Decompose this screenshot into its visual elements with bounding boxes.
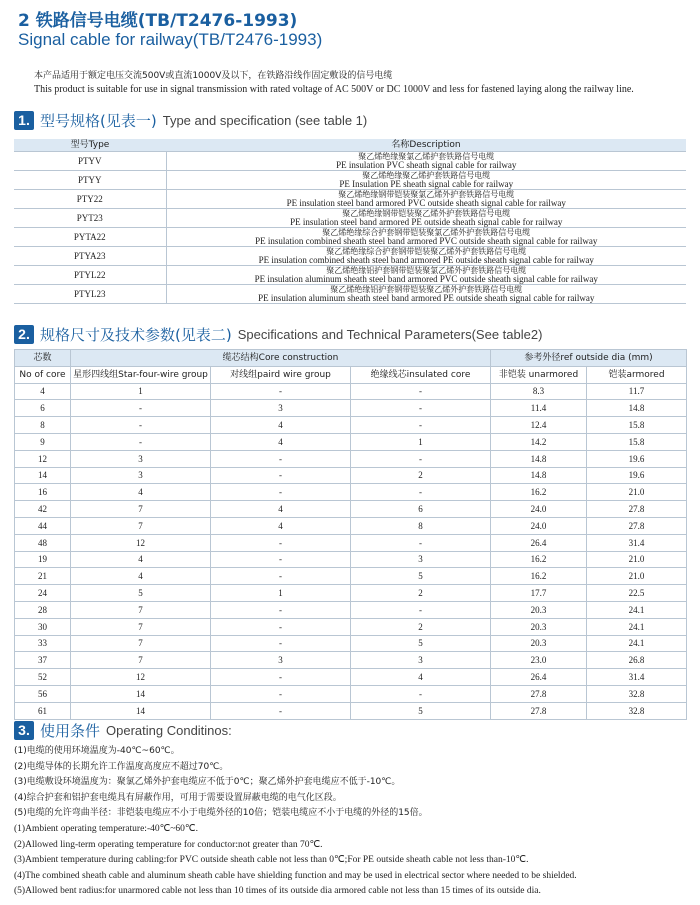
table-row [15, 517, 687, 534]
unarmored-dia-cell: 16.2 [491, 484, 587, 501]
paired-cell: - [211, 484, 351, 501]
page-title-en: Signal cable for railway(TB/T2476-1993) [18, 30, 323, 49]
unarmored-dia-cell: 14.8 [491, 467, 587, 484]
table-row [14, 228, 686, 247]
armored-dia-cell: 31.4 [587, 534, 687, 551]
insulated-cell: 2 [351, 618, 491, 635]
star-four-cell: - [71, 433, 211, 450]
spec-parameters-table [14, 349, 687, 720]
type-cell: PTYL23 [14, 285, 166, 304]
paired-cell: 1 [211, 585, 351, 602]
description-cn: 聚乙烯绝缘铝护套钢带铠装聚乙烯外护套铁路信号电缆 [330, 285, 523, 294]
description-cn: 聚乙烯绝缘聚氯乙烯护套铁路信号电缆 [358, 152, 495, 161]
cores-cell: 56 [15, 685, 71, 702]
operating-conditions-list [14, 744, 577, 900]
section-3-heading [14, 720, 232, 741]
insulated-cell: 5 [351, 635, 491, 652]
paired-cell: 3 [211, 652, 351, 669]
table-row [15, 568, 687, 585]
cores-cell: 24 [15, 585, 71, 602]
section-2-heading [14, 324, 542, 345]
star-four-cell: 7 [71, 601, 211, 618]
table-row [15, 467, 687, 484]
armored-dia-cell: 21.0 [587, 551, 687, 568]
table-row [15, 618, 687, 635]
insulated-cell: 5 [351, 702, 491, 719]
description-cell [166, 152, 686, 171]
armored-dia-cell: 24.1 [587, 601, 687, 618]
cores-cell: 28 [15, 601, 71, 618]
unarmored-dia-cell: 26.4 [491, 669, 587, 686]
condition-item: (4)The combined sheath cable and aluminum sheath cable have shielding function and may be used in electrical sector where needed to be shielded. [14, 870, 577, 881]
paired-cell: - [211, 534, 351, 551]
description-cn: 聚乙烯绝缘综合护套钢带铠装聚乙烯外护套铁路信号电缆 [326, 247, 527, 256]
paired-cell: 3 [211, 400, 351, 417]
unarmored-dia-cell: 27.8 [491, 702, 587, 719]
unarmored-dia-cell: 17.7 [491, 585, 587, 602]
table-row [14, 209, 686, 228]
description-cn: 聚乙烯绝缘综合护套钢带铠装聚氯乙烯外护套铁路信号电缆 [322, 228, 531, 237]
condition-item: (2)电缆导体的长期允许工作温度高度应不超过70℃。 [14, 761, 229, 772]
col-header-construction: 缆芯结构Core construction [71, 350, 491, 367]
type-cell: PTYY [14, 171, 166, 190]
insulated-cell: - [351, 534, 491, 551]
table-row [14, 171, 686, 190]
section-1-title-cn: 型号规格(见表一) [40, 112, 157, 130]
star-four-cell: - [71, 400, 211, 417]
insulated-cell: - [351, 400, 491, 417]
section-1-heading [14, 110, 367, 131]
cores-cell: 8 [15, 417, 71, 434]
table-row [15, 534, 687, 551]
description-cn: 聚乙烯绝缘钢带铠装聚乙烯外护套铁路信号电缆 [342, 209, 511, 218]
table-row [15, 652, 687, 669]
section-2-title-cn: 规格尺寸及技术参数(见表二) [40, 326, 232, 344]
description-en: PE insulation PVC sheath signal cable for railway [336, 160, 517, 170]
star-four-cell: 14 [71, 685, 211, 702]
type-cell: PTY22 [14, 190, 166, 209]
table-row [15, 433, 687, 450]
star-four-cell: 12 [71, 669, 211, 686]
condition-item: (2)Allowed ling-term operating temperature for conductor:not greater than 70℃. [14, 839, 323, 850]
paired-cell: - [211, 702, 351, 719]
intro-text-cn: 本产品适用于额定电压交流500V或直流1000V及以下，在铁路沿线作固定敷设的信号电缆 [34, 71, 393, 81]
condition-item: (1)Ambient operating temperature:-40℃~60℃. [14, 823, 198, 834]
paired-cell: - [211, 467, 351, 484]
table-row [15, 551, 687, 568]
table-row [14, 266, 686, 285]
table-row [15, 501, 687, 518]
insulated-cell: 4 [351, 669, 491, 686]
star-four-cell: 7 [71, 618, 211, 635]
description-cell [166, 285, 686, 304]
insulated-cell: 3 [351, 652, 491, 669]
cores-cell: 19 [15, 551, 71, 568]
col-header-star-four: 星形四线组Star-four-wire group [71, 366, 211, 383]
star-four-cell: 7 [71, 501, 211, 518]
cores-cell: 4 [15, 383, 71, 400]
armored-dia-cell: 21.0 [587, 484, 687, 501]
armored-dia-cell: 15.8 [587, 417, 687, 434]
unarmored-dia-cell: 20.3 [491, 601, 587, 618]
description-cell [166, 209, 686, 228]
description-cell [166, 266, 686, 285]
unarmored-dia-cell: 16.2 [491, 551, 587, 568]
col-header-cores-cn: 芯数 [15, 350, 71, 367]
description-en: PE insulation combined sheath steel band armored PE outside sheath signal cable for railway [258, 255, 594, 265]
insulated-cell: - [351, 685, 491, 702]
type-cell: PYT23 [14, 209, 166, 228]
armored-dia-cell: 32.8 [587, 685, 687, 702]
cores-cell: 14 [15, 467, 71, 484]
cores-cell: 16 [15, 484, 71, 501]
paired-cell: 4 [211, 417, 351, 434]
section-2-title-en: Specifications and Technical Parameters(See table2) [237, 327, 543, 342]
cores-cell: 21 [15, 568, 71, 585]
cores-cell: 30 [15, 618, 71, 635]
armored-dia-cell: 32.8 [587, 702, 687, 719]
paired-cell: - [211, 450, 351, 467]
section-3-title-cn: 使用条件 [40, 722, 101, 740]
star-four-cell: - [71, 417, 211, 434]
section-3-number: 3. [14, 721, 34, 740]
paired-cell: 4 [211, 501, 351, 518]
table-row [15, 383, 687, 400]
paired-cell: - [211, 618, 351, 635]
cores-cell: 33 [15, 635, 71, 652]
col-header-unarmored: 非铠装 unarmored [491, 366, 587, 383]
star-four-cell: 12 [71, 534, 211, 551]
insulated-cell: 3 [351, 551, 491, 568]
condition-item: (5)电缆的允许弯曲半径：非铠装电缆应不小于电缆外径的10倍；铠装电缆应不小于电缆的外径的15倍。 [14, 808, 428, 819]
star-four-cell: 3 [71, 450, 211, 467]
paired-cell: - [211, 601, 351, 618]
section-3-title-en: Operating Conditinos: [106, 723, 232, 738]
insulated-cell: - [351, 417, 491, 434]
description-cell [166, 171, 686, 190]
star-four-cell: 4 [71, 551, 211, 568]
condition-item: (3)Ambient temperature during cabling:for PVC outside sheath cable not less than 0℃;For PE outside sheath cable not less than-10℃. [14, 855, 529, 866]
type-cell: PYTA22 [14, 228, 166, 247]
table-row [15, 585, 687, 602]
armored-dia-cell: 26.8 [587, 652, 687, 669]
type-cell: PTYL22 [14, 266, 166, 285]
armored-dia-cell: 22.5 [587, 585, 687, 602]
table-row [15, 450, 687, 467]
col-header-cores-en: No of core [15, 366, 71, 383]
table-row [15, 685, 687, 702]
insulated-cell: 6 [351, 501, 491, 518]
cores-cell: 6 [15, 400, 71, 417]
cores-cell: 12 [15, 450, 71, 467]
description-cell [166, 247, 686, 266]
table-row [15, 601, 687, 618]
col-header-outside-dia: 参考外径ref outside dia (mm) [491, 350, 687, 367]
star-four-cell: 7 [71, 517, 211, 534]
armored-dia-cell: 27.8 [587, 501, 687, 518]
table-row [15, 400, 687, 417]
condition-item: (1)电缆的使用环境温度为-40℃~60℃。 [14, 746, 180, 756]
col-header-type: 型号Type [14, 139, 166, 152]
condition-item: (3)电缆敷设环境温度为：聚氯乙烯外护套电缆应不低于0℃；聚乙烯外护套电缆应不低于-10℃。 [14, 777, 401, 788]
paired-cell: 4 [211, 433, 351, 450]
table-row [14, 190, 686, 209]
description-cell [166, 228, 686, 247]
condition-item: (5)Allowed bent radius:for unarmored cable not less than 10 times of its outside dia armored cable not less than 15 times of its outside dia. [14, 886, 541, 897]
unarmored-dia-cell: 20.3 [491, 635, 587, 652]
description-en: PE insulation steel band armored PVC outside sheath signal cable for railway [286, 198, 566, 208]
unarmored-dia-cell: 24.0 [491, 517, 587, 534]
table-row [14, 285, 686, 304]
col-header-insulated: 绝缘线芯insulated core [351, 366, 491, 383]
cores-cell: 42 [15, 501, 71, 518]
cores-cell: 9 [15, 433, 71, 450]
insulated-cell: - [351, 383, 491, 400]
description-cn: 聚乙烯绝缘聚乙烯护套铁路信号电缆 [362, 171, 491, 180]
cores-cell: 37 [15, 652, 71, 669]
description-en: PE insulation steel band armored PE outside sheath signal cable for railway [290, 217, 563, 227]
unarmored-dia-cell: 14.2 [491, 433, 587, 450]
description-cell [166, 190, 686, 209]
star-four-cell: 3 [71, 467, 211, 484]
table-row [14, 247, 686, 266]
cores-cell: 48 [15, 534, 71, 551]
description-en: PE insulation aluminum sheath steel band armored PVC outside sheath signal cable for railway [254, 274, 598, 284]
insulated-cell: - [351, 450, 491, 467]
table-row [15, 669, 687, 686]
armored-dia-cell: 21.0 [587, 568, 687, 585]
cores-cell: 52 [15, 669, 71, 686]
insulated-cell: 5 [351, 568, 491, 585]
insulated-cell: 2 [351, 467, 491, 484]
unarmored-dia-cell: 23.0 [491, 652, 587, 669]
armored-dia-cell: 24.1 [587, 618, 687, 635]
type-spec-table [14, 139, 686, 304]
insulated-cell: - [351, 484, 491, 501]
insulated-cell: - [351, 601, 491, 618]
table-row [15, 417, 687, 434]
col-header-description: 名称Description [166, 139, 686, 152]
paired-cell: - [211, 635, 351, 652]
table-row [15, 702, 687, 719]
armored-dia-cell: 31.4 [587, 669, 687, 686]
paired-cell: - [211, 669, 351, 686]
section-1-number: 1. [14, 111, 34, 130]
paired-cell: - [211, 568, 351, 585]
page-title-cn: 2 铁路信号电缆(TB/T2476-1993) [18, 11, 298, 31]
paired-cell: - [211, 685, 351, 702]
description-cn: 聚乙烯绝缘铝护套钢带铠装聚氯乙烯外护套铁路信号电缆 [326, 266, 527, 275]
unarmored-dia-cell: 20.3 [491, 618, 587, 635]
intro-text-en: This product is suitable for use in signal transmission with rated voltage of AC 500V or DC 1000V and less for fastened laying along the railway line. [34, 84, 634, 95]
star-four-cell: 4 [71, 484, 211, 501]
description-en: PE Insulation PE sheath signal cable for railway [339, 179, 514, 189]
type-cell: PTYA23 [14, 247, 166, 266]
col-header-armored: 铠装armored [587, 366, 687, 383]
unarmored-dia-cell: 16.2 [491, 568, 587, 585]
armored-dia-cell: 27.8 [587, 517, 687, 534]
unarmored-dia-cell: 8.3 [491, 383, 587, 400]
armored-dia-cell: 15.8 [587, 433, 687, 450]
table-row [15, 635, 687, 652]
section-2-number: 2. [14, 325, 34, 344]
star-four-cell: 7 [71, 652, 211, 669]
insulated-cell: 2 [351, 585, 491, 602]
cores-cell: 44 [15, 517, 71, 534]
description-en: PE insulation aluminum sheath steel band armored PE outside sheath signal cable for railway [258, 293, 595, 303]
armored-dia-cell: 14.8 [587, 400, 687, 417]
star-four-cell: 1 [71, 383, 211, 400]
unarmored-dia-cell: 11.4 [491, 400, 587, 417]
armored-dia-cell: 19.6 [587, 467, 687, 484]
cores-cell: 61 [15, 702, 71, 719]
unarmored-dia-cell: 26.4 [491, 534, 587, 551]
insulated-cell: 8 [351, 517, 491, 534]
type-cell: PTYV [14, 152, 166, 171]
star-four-cell: 4 [71, 568, 211, 585]
armored-dia-cell: 24.1 [587, 635, 687, 652]
armored-dia-cell: 19.6 [587, 450, 687, 467]
star-four-cell: 7 [71, 635, 211, 652]
col-header-paired: 对线组paird wire group [211, 366, 351, 383]
description-en: PE insulation combined sheath steel band armored PVC outside sheath signal cable for railway [255, 236, 598, 246]
paired-cell: - [211, 551, 351, 568]
condition-item: (4)综合护套和铝护套电缆具有屏蔽作用，可用于需要设置屏蔽电缆的电气化区段。 [14, 792, 342, 803]
star-four-cell: 14 [71, 702, 211, 719]
insulated-cell: 1 [351, 433, 491, 450]
unarmored-dia-cell: 24.0 [491, 501, 587, 518]
table-row [15, 484, 687, 501]
unarmored-dia-cell: 14.8 [491, 450, 587, 467]
description-cn: 聚乙烯绝缘钢带铠装聚氯乙烯外护套铁路信号电缆 [338, 190, 515, 199]
star-four-cell: 5 [71, 585, 211, 602]
table-row [14, 152, 686, 171]
section-1-title-en: Type and specification (see table 1) [162, 113, 368, 128]
paired-cell: - [211, 383, 351, 400]
paired-cell: 4 [211, 517, 351, 534]
unarmored-dia-cell: 12.4 [491, 417, 587, 434]
unarmored-dia-cell: 27.8 [491, 685, 587, 702]
armored-dia-cell: 11.7 [587, 383, 687, 400]
